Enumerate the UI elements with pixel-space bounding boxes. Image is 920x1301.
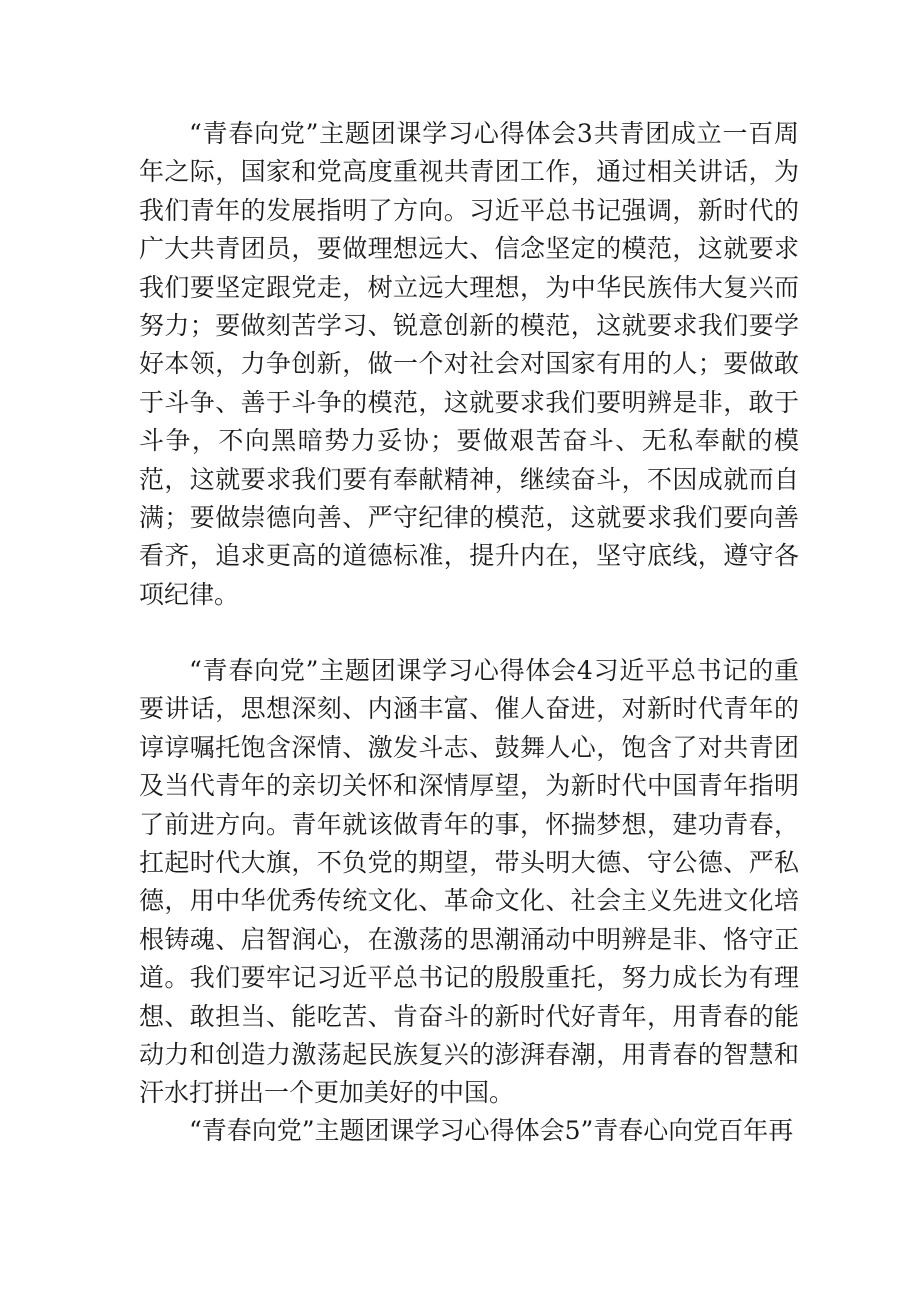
- paragraph-reflection-4: “青春向党”主题团课学习心得体会4习近平总书记的重要讲话，思想深刻、内涵丰富、催人奋进，对新时代青年的谆谆嘱托饱含深情、激发斗志、鼓舞人心，饱含了对共青团及当代青年的亲切关怀和深情厚望，为新时代中国青年指明了前进方向。青年就该做青年的事，怀揣梦想，建功青春，扛起时代大旗，不负党的期望，带头明大德、守公德、严私德，用中华优秀传统文化、革命文化、社会主义先进文化培根铸魂、启智润心，在激荡的思潮涌动中明辨是非、恪守正道。我们要牢记习近平总书记的殷殷重托，努力成长为有理想、敢担当、能吃苦、肯奋斗的新时代好青年，用青春的能动力和创造力激荡起民族复兴的澎湃春潮，用青春的智慧和汗水打拼出一个更加美好的中国。: [139, 656, 799, 1108]
- paragraph-reflection-5: “青春向党”主题团课学习心得体会5”青春心向党百年再: [189, 1116, 794, 1145]
- paragraph-reflection-3: “青春向党”主题团课学习心得体会3共青团成立一百周年之际，国家和党高度重视共青团工作，通过相关讲话，为我们青年的发展指明了方向。习近平总书记强调，新时代的广大共青团员，要做理想远大、信念坚定的模范，这就要求我们要坚定跟党走，树立远大理想，为中华民族伟大复兴而努力；要做刻苦学习、锐意创新的模范，这就要求我们要学好本领，力争创新，做一个对社会对国家有用的人；要做敢于斗争、善于斗争的模范，这就要求我们要明辨是非，敢于斗争，不向黑暗势力妥协；要做艰苦奋斗、无私奉献的模范，这就要求我们要有奉献精神，继续奋斗，不因成就而自满；要做崇德向善、严守纪律的模范，这就要求我们要向善看齐，追求更高的道德标准，提升内在，坚守底线，遵守各项纪律。: [139, 119, 799, 609]
